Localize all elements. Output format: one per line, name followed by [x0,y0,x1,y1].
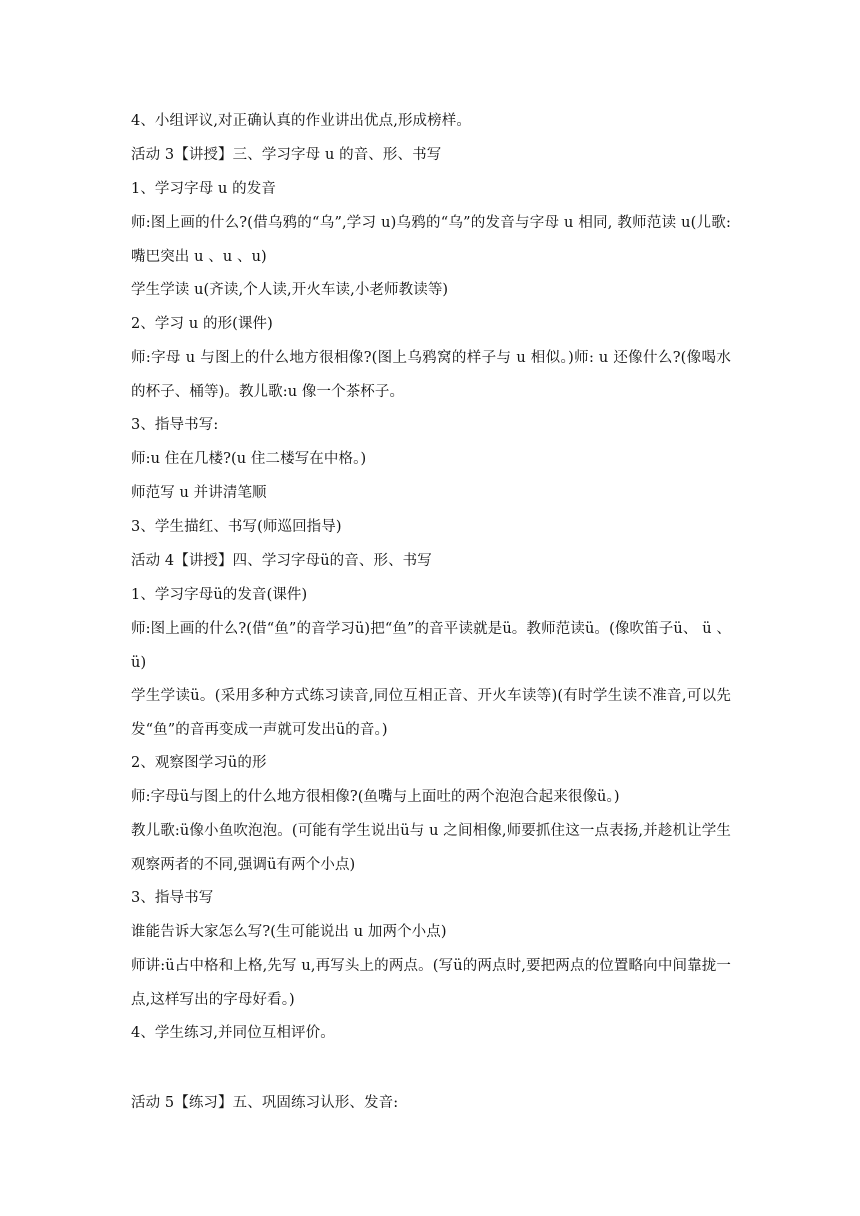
section-heading: 3、指导书写 [131,890,214,906]
section-heading: 3、指导书写: [131,417,219,433]
paragraph-5: 学生学读 u(齐读,个人读,开火车读,小老师教读等) [131,282,449,298]
paragraph-22: 4、学生练习,并同位互相评价。 [131,1025,335,1041]
blank-gap [131,1058,731,1094]
paragraph-17: 师:字母ü与图上的什么地方很相像?(鱼嘴与上面吐的两个泡泡合起来很像ü。) [131,789,620,805]
paragraph-15: 学生学读ü。(采用多种方式练习读音,同位互相正音、开火车读等)(有时学生读不准音,可以先发“鱼”的音再变成一声就可发出ü的音。) [131,688,731,738]
activity-4-heading: 活动 4【讲授】四、学习字母ü的音、形、书写 [131,553,432,569]
paragraph-7: 师:字母 u 与图上的什么地方很相像?(图上乌鸦窝的样子与 u 相似。)师: u 还像什么?(像喝水的杯子、桶等)。教儿歌:u 像一个茶杯子。 [131,350,731,400]
activity-5-heading: 活动 5【练习】五、巩固练习认形、发音: [131,1095,399,1111]
paragraph-4: 师:图上画的什么?(借乌鸦的“乌”,学习 u)乌鸦的“乌”的发音与字母 u 相同, 教师范读 u(儿歌:嘴巴突出 u 、u 、u) [131,215,731,265]
activity-3-heading: 活动 3【讲授】三、学习字母 u 的音、形、书写 [131,147,442,163]
section-heading: 2、学习 u 的形(课件) [131,316,273,332]
section-heading: 3、学生描红、书写(师巡回指导) [131,519,342,535]
paragraph-18: 教儿歌:ü像小鱼吹泡泡。(可能有学生说出ü与 u 之间相像,师要抓住这一点表扬,并趁机让学生观察两者的不同,强调ü有两个小点) [131,823,731,873]
paragraph-14: 师:图上画的什么?(借“鱼”的音学习ü)把“鱼”的音平读就是ü。教师范读ü。(像吹笛子ü、 ü 、ü) [131,621,731,671]
paragraph-10: 师范写 u 并讲清笔顺 [131,485,267,501]
paragraph-20: 谁能告诉大家怎么写?(生可能说出 u 加两个小点) [131,924,447,940]
section-heading: 1、学习字母ü的发音(课件) [131,587,308,603]
paragraph-9: 师:u 住在几楼?(u 住二楼写在中格。) [131,451,367,467]
section-heading: 1、学习字母 u 的发音 [131,181,276,197]
document-body [131,112,731,1128]
paragraph-1: 4、小组评议,对正确认真的作业讲出优点,形成榜样。 [131,113,471,129]
paragraph-21: 师讲:ü占中格和上格,先写 u,再写头上的两点。(写ü的两点时,要把两点的位置略向中间靠拢一点,这样写出的字母好看。) [131,958,731,1008]
section-heading: 2、观察图学习ü的形 [131,755,267,771]
